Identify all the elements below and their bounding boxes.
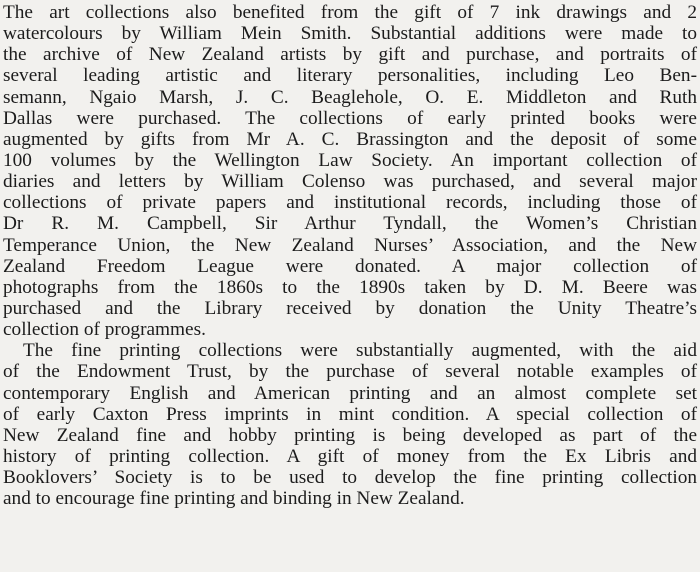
text-line: Booklovers’ Society is to be used to develop the fine printing collection <box>3 467 697 489</box>
text-line: contemporary English and American printing and an almost complete set <box>3 382 697 404</box>
text-line: Dr R. M. Campbell, Sir Arthur Tyndall, the Women’s Christian <box>3 213 697 235</box>
text-line: of early Caxton Press imprints in mint condition. A special collection of <box>3 403 697 425</box>
text-line: collections of private papers and institutional records, including those of <box>3 192 697 214</box>
text-line: New Zealand fine and hobby printing is being developed as part of the <box>3 424 697 446</box>
text-line: The fine printing collections were substantially augmented, with the aid <box>23 340 697 362</box>
text-line: The art collections also benefited from the gift of 7 ink drawings and 2 <box>3 2 697 23</box>
text-line: semann, Ngaio Marsh, J. C. Beaglehole, O. E. Middleton and Ruth <box>3 86 697 108</box>
text-column <box>3 2 697 509</box>
text-line: Temperance Union, the New Zealand Nurses’ Association, and the New <box>3 234 697 256</box>
text-line: 100 volumes by the Wellington Law Society. An important collection of <box>3 149 697 171</box>
text-line: photographs from the 1860s to the 1890s taken by D. M. Beere was <box>3 276 697 298</box>
paragraph-fine-printing <box>3 340 697 509</box>
text-line: Dallas were purchased. The collections of early printed books were <box>3 107 697 129</box>
text-line: the archive of New Zealand artists by gift and purchase, and portraits of <box>3 44 697 66</box>
text-line: history of printing collection. A gift of money from the Ex Libris and <box>3 445 697 467</box>
text-line: diaries and letters by William Colenso was purchased, and several major <box>3 171 697 193</box>
text-line: of the Endowment Trust, by the purchase of several notable examples of <box>3 361 697 383</box>
text-line: purchased and the Library received by donation the Unity Theatre’s <box>3 297 697 319</box>
text-line: Zealand Freedom League were donated. A major collection of <box>3 255 697 277</box>
text-line: watercolours by William Mein Smith. Substantial additions were made to <box>3 23 697 45</box>
text-line: collection of programmes. <box>3 319 206 341</box>
text-line: augmented by gifts from Mr A. C. Brassington and the deposit of some <box>3 128 697 150</box>
text-line: and to encourage fine printing and binding in New Zealand. <box>3 488 465 510</box>
text-line: several leading artistic and literary personalities, including Leo Ben- <box>3 65 697 87</box>
paragraph-art-collections <box>3 2 697 340</box>
